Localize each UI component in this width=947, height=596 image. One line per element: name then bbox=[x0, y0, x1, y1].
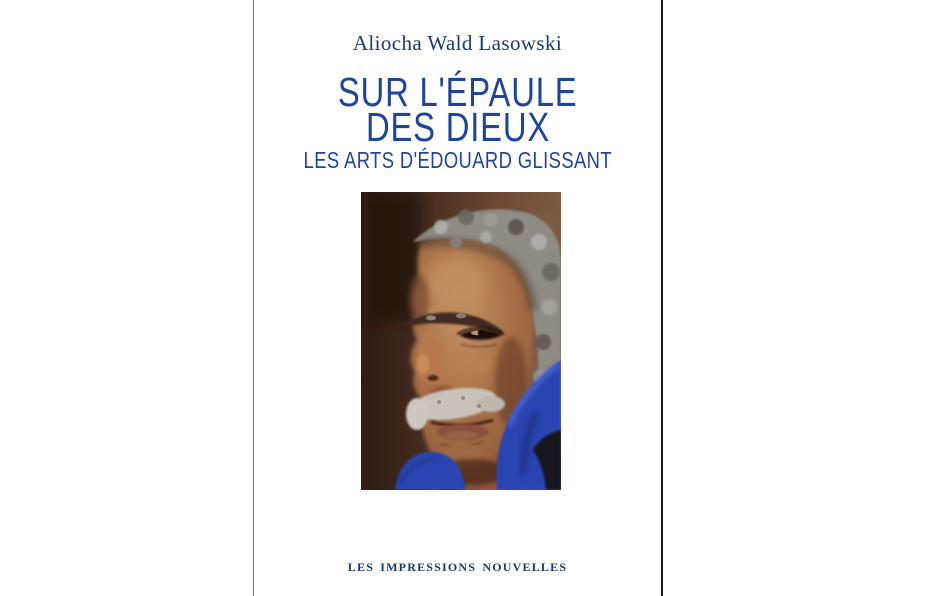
portrait-illustration bbox=[361, 192, 561, 490]
author-name: Aliocha Wald Lasowski bbox=[352, 31, 563, 55]
book-subtitle: LES ARTS D'ÉDOUARD GLISSANT bbox=[303, 147, 612, 173]
book-cover bbox=[253, 0, 663, 596]
publisher-imprint: LES IMPRESSIONS NOUVELLES bbox=[347, 560, 568, 574]
book-title-line1: SUR L'ÉPAULE bbox=[337, 69, 578, 115]
book-title bbox=[254, 69, 661, 150]
cover-photo bbox=[361, 192, 561, 490]
book-title-line2: DES DIEUX bbox=[365, 104, 550, 150]
